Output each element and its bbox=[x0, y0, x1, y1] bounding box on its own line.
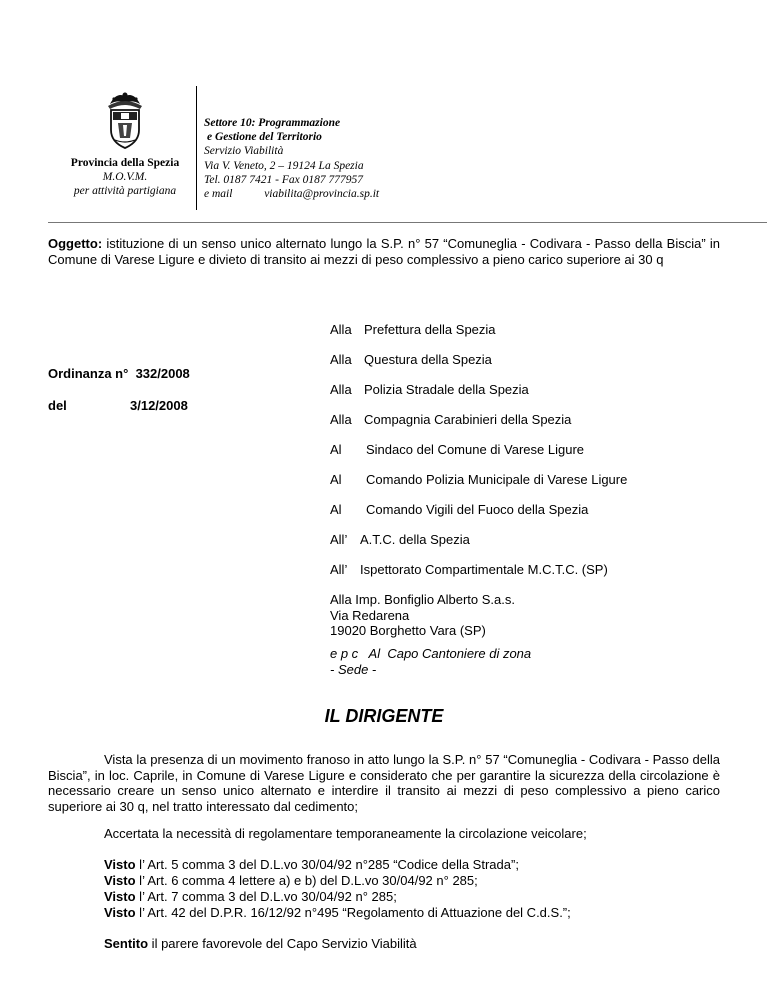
company-recipient bbox=[330, 592, 515, 639]
sector-block bbox=[204, 116, 379, 201]
email-label: e mail bbox=[204, 188, 233, 201]
recipient-prefix: Al bbox=[330, 472, 342, 487]
visto-text: l’ Art. 42 del D.P.R. 16/12/92 n°495 “Regolamento di Attuazione del C.d.S.”; bbox=[135, 905, 571, 920]
body-paragraph-1: Vista la presenza di un movimento franoso in atto lungo la S.P. n° 57 “Comuneglia - Codivara - Passo della Biscia”, in loc. Caprile, in Comune di Varese Ligure e considerato che per garantire la sicurezza della circolazione è necessario creare un senso unico alternato e interdire il transito ai mezzi di peso complessivo a pieno carico superiore ai 30 q, nel tratto interessato dal cedimento; bbox=[48, 752, 720, 814]
recipient-name: A.T.C. della Spezia bbox=[360, 532, 470, 547]
sentito-line bbox=[104, 936, 417, 952]
visto-label: Visto bbox=[104, 857, 136, 872]
visto-line-1 bbox=[104, 857, 519, 873]
cc-line: e p c Al Capo Cantoniere di zona bbox=[330, 646, 532, 661]
header-rule bbox=[48, 222, 767, 223]
visto-line-4 bbox=[104, 905, 571, 921]
sector-line1: Settore 10: Programmazione bbox=[204, 117, 341, 129]
visto-line-2 bbox=[104, 873, 478, 889]
order-number-label: Ordinanza n° bbox=[48, 366, 129, 381]
province-crest-icon bbox=[104, 90, 146, 152]
company-name: Alla Imp. Bonfiglio Alberto S.a.s. bbox=[330, 592, 515, 607]
recipient-prefix: All’ bbox=[330, 562, 348, 577]
company-city: 19020 Borghetto Vara (SP) bbox=[330, 623, 486, 639]
province-name: Provincia della Spezia bbox=[70, 157, 180, 169]
subject-text: istituzione di un senso unico alternato lungo la S.P. n° 57 “Comuneglia - Codivara - Passo della Biscia” in Comune di Varese Ligure e divieto di transito ai mezzi di peso complessivo a pieno carico superiore ai 30 q bbox=[48, 236, 720, 267]
recipient-prefix: Al bbox=[330, 442, 342, 457]
service-label: Servizio Viabilità bbox=[204, 145, 284, 158]
recipient-prefix: Al bbox=[330, 502, 342, 517]
visto-label: Visto bbox=[104, 889, 136, 904]
body-paragraph-2: Accertata la necessità di regolamentare temporaneamente la circolazione veicolare; bbox=[104, 826, 587, 841]
recipient-2 bbox=[330, 352, 492, 368]
subject-label: Oggetto: bbox=[48, 236, 103, 251]
order-date-value: 3/12/2008 bbox=[130, 398, 188, 413]
phone-label: Tel. 0187 7421 - Fax 0187 777957 bbox=[204, 173, 363, 186]
recipient-prefix: Alla bbox=[330, 382, 352, 397]
recipient-name: Polizia Stradale della Spezia bbox=[364, 382, 529, 397]
recipient-prefix: Alla bbox=[330, 352, 352, 367]
company-street: Via Redarena bbox=[330, 607, 410, 623]
recipient-1 bbox=[330, 322, 496, 338]
recipient-name: Comando Polizia Municipale di Varese Ligure bbox=[366, 472, 628, 487]
sentito-text: il parere favorevole del Capo Servizio Viabilità bbox=[148, 936, 417, 951]
recipient-name: Compagnia Carabinieri della Spezia bbox=[364, 412, 572, 427]
recipient-8 bbox=[330, 532, 470, 548]
visto-text: l’ Art. 7 comma 3 del D.L.vo 30/04/92 n° 285; bbox=[135, 889, 397, 904]
recipient-5 bbox=[330, 442, 584, 458]
recipient-name: Sindaco del Comune di Varese Ligure bbox=[366, 442, 585, 457]
recipient-9 bbox=[330, 562, 608, 578]
recipient-3 bbox=[330, 382, 529, 398]
address-label: Via V. Veneto, 2 – 19124 La Spezia bbox=[204, 159, 364, 172]
recipient-prefix: All’ bbox=[330, 532, 348, 547]
recipient-prefix: Alla bbox=[330, 322, 352, 337]
visto-line-3 bbox=[104, 889, 397, 905]
subject-paragraph bbox=[48, 236, 720, 267]
sector-line2: e Gestione del Territorio bbox=[207, 131, 322, 144]
order-number bbox=[48, 366, 190, 381]
recipient-name: Comando Vigili del Fuoco della Spezia bbox=[366, 502, 589, 517]
recipient-name: Ispettorato Compartimentale M.C.T.C. (SP) bbox=[360, 562, 608, 577]
visto-text: l’ Art. 6 comma 4 lettere a) e b) del D.L.vo 30/04/92 n° 285; bbox=[135, 873, 478, 888]
recipient-prefix: Alla bbox=[330, 412, 352, 427]
partisan-label: per attività partigiana bbox=[73, 185, 177, 197]
recipient-7 bbox=[330, 502, 588, 518]
movm-label: M.O.V.M. bbox=[102, 171, 148, 183]
document-title: IL DIRIGENTE bbox=[324, 706, 444, 726]
sentito-label: Sentito bbox=[104, 936, 149, 951]
cc-sede: - Sede - bbox=[330, 661, 377, 677]
visto-label: Visto bbox=[104, 905, 136, 920]
recipient-name: Questura della Spezia bbox=[364, 352, 492, 367]
recipient-name: Prefettura della Spezia bbox=[364, 322, 496, 337]
order-number-value: 332/2008 bbox=[135, 366, 190, 381]
recipient-4 bbox=[330, 412, 571, 428]
recipient-6 bbox=[330, 472, 627, 488]
visto-text: l’ Art. 5 comma 3 del D.L.vo 30/04/92 n°285 “Codice della Strada”; bbox=[135, 857, 519, 872]
cc-recipient bbox=[330, 646, 531, 677]
order-date bbox=[48, 398, 188, 413]
province-block bbox=[58, 156, 192, 198]
order-date-label: del bbox=[48, 398, 67, 413]
email-address[interactable]: viabilita@provincia.sp.it bbox=[264, 188, 380, 201]
header-divider bbox=[196, 86, 197, 210]
visto-label: Visto bbox=[104, 873, 136, 888]
